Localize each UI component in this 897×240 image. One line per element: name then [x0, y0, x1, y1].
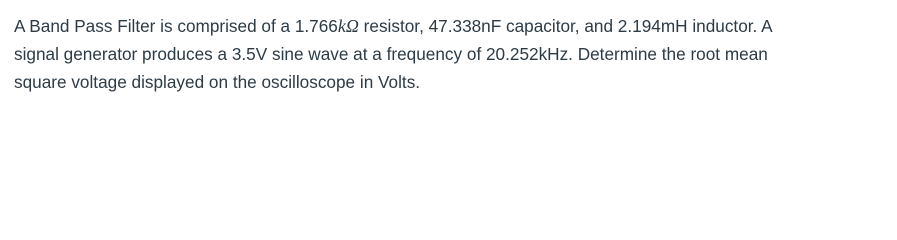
question-text [14, 12, 894, 96]
question-line-2: signal generator produces a 3.5V sine wave at a frequency of 20.252kHz. Determine the root mean [14, 44, 768, 64]
kilo-ohm-unit: kΩ [337, 16, 359, 36]
question-line-1-start: A Band Pass Filter is comprised of a 1.766 [14, 16, 338, 36]
question-line-1 [14, 12, 894, 40]
question-line-3: square voltage displayed on the oscilloscope in Volts. [14, 72, 421, 92]
question-line-1-end: resistor, 47.338nF capacitor, and 2.194mH inductor. A [358, 16, 773, 36]
